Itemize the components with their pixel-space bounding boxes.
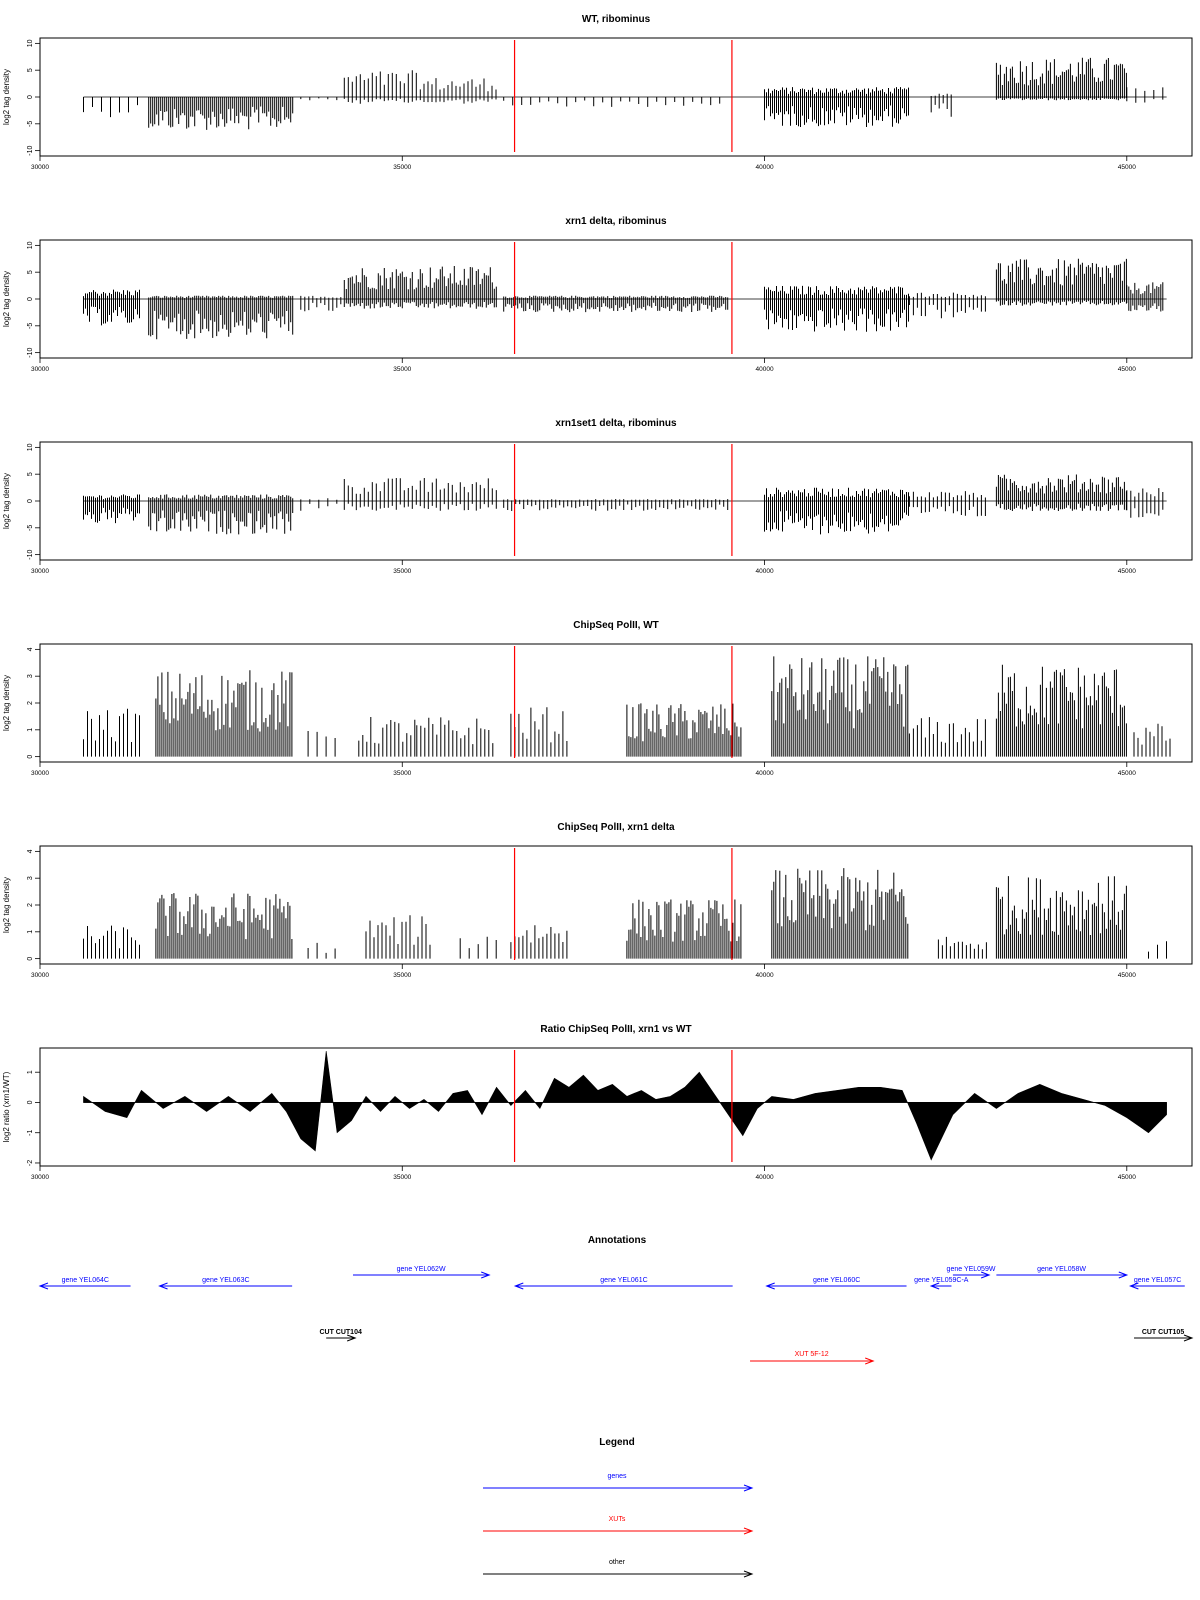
bar-segment-4: [359, 717, 415, 757]
y-axis-label: log2 tag density: [2, 674, 11, 732]
y-tick-label: 3: [27, 876, 34, 881]
y-axis-label: log2 tag density: [2, 876, 11, 934]
panel-2: [2, 216, 1192, 373]
bar-segment-10: [996, 665, 1126, 757]
x-tick-label: 45000: [1117, 770, 1136, 777]
plot-frame: [40, 846, 1192, 964]
legend-item-label: other: [609, 1559, 625, 1566]
data-layer: [83, 1051, 1166, 1160]
bar-segment-2: [149, 494, 293, 534]
xut-arrow: [750, 1351, 873, 1364]
bars: [504, 97, 720, 107]
legend-panel: [483, 1437, 752, 1577]
bar-segment-6: [511, 707, 567, 756]
bars: [765, 286, 909, 332]
y-tick-label: 10: [27, 241, 34, 250]
y-tick-label: 4: [27, 647, 34, 652]
bars: [301, 97, 337, 100]
bars: [156, 893, 292, 959]
data-layer: [83, 259, 1166, 339]
bar-segment-9: [909, 717, 985, 757]
legend-title: Legend: [599, 1437, 635, 1448]
bars: [344, 70, 420, 104]
bars: [84, 709, 140, 757]
bars: [765, 87, 909, 127]
bars: [996, 58, 1126, 101]
x-tick-label: 35000: [393, 568, 412, 575]
cut-arrow: [1134, 1329, 1192, 1341]
bars: [1127, 282, 1163, 311]
y-tick-label: -5: [27, 524, 34, 531]
bar-segment-3: [301, 97, 337, 100]
bars: [366, 915, 430, 958]
bars: [909, 717, 985, 757]
y-axis-label: log2 tag density: [2, 270, 11, 328]
gene-arrow: [767, 1277, 907, 1289]
y-tick-label: -2: [27, 1159, 34, 1167]
data-layer: [84, 868, 1167, 959]
x-tick-label: 35000: [393, 366, 412, 373]
bars: [511, 707, 567, 756]
bar-segment-5: [460, 937, 496, 959]
x-tick-label: 30000: [30, 164, 50, 171]
y-tick-label: 5: [27, 68, 34, 73]
gene-arrow: [996, 1266, 1126, 1278]
bar-segment-6: [765, 488, 909, 535]
x-tick-label: 35000: [393, 164, 412, 171]
gene-label: gene YEL062W: [396, 1266, 446, 1273]
x-tick-label: 40000: [755, 972, 774, 979]
bars: [1127, 87, 1163, 103]
bars: [149, 494, 293, 534]
gene-arrow: [353, 1266, 489, 1278]
y-tick-label: 0: [27, 754, 34, 759]
x-tick-label: 40000: [755, 770, 774, 777]
y-tick-label: 2: [27, 701, 34, 705]
annotations-panel: [40, 1235, 1192, 1364]
bars: [359, 717, 415, 757]
bars: [301, 296, 341, 311]
panel-1: [2, 14, 1192, 171]
annotations-title: Annotations: [587, 1235, 647, 1246]
x-tick-label: 35000: [393, 972, 412, 979]
y-tick-label: 0: [27, 499, 34, 503]
plot-frame: [40, 644, 1192, 762]
y-axis-label: log2 ratio (xrn1/WT): [2, 1071, 11, 1143]
ratio-area: [83, 1051, 1166, 1160]
y-tick-label: -1: [27, 1129, 34, 1136]
bars: [301, 498, 337, 510]
bar-segment-7: [627, 900, 741, 959]
cut-arrow: [319, 1329, 362, 1341]
bars: [909, 491, 985, 516]
bar-segment-9: [996, 58, 1126, 101]
bars: [344, 478, 496, 511]
bars: [504, 296, 728, 312]
gene-label: gene YEL058W: [1037, 1266, 1087, 1273]
bars: [84, 97, 138, 117]
y-tick-label: 10: [27, 443, 34, 452]
gene-label: gene YEL064C: [61, 1277, 109, 1284]
data-layer: [84, 656, 1171, 756]
y-tick-label: 5: [27, 270, 34, 275]
data-layer: [83, 58, 1166, 130]
gene-label: gene YEL063C: [202, 1277, 250, 1284]
x-tick-label: 45000: [1117, 972, 1136, 979]
panel-title: ChipSeq PolII, xrn1 delta: [557, 822, 675, 833]
x-tick-label: 40000: [755, 1174, 774, 1181]
bar-segment-7: [909, 491, 985, 516]
bars: [424, 78, 496, 104]
x-tick-label: 30000: [30, 972, 50, 979]
bar-segment-9: [1127, 488, 1163, 518]
bar-segment-8: [996, 475, 1126, 512]
bar-segment-9: [938, 937, 986, 959]
bar-segment-2: [156, 893, 292, 959]
gene-arrow: [40, 1277, 131, 1289]
x-tick-label: 30000: [30, 366, 50, 373]
gene-label: gene YEL057C: [1133, 1277, 1182, 1284]
xut-label: XUT 5F-12: [794, 1351, 829, 1358]
bar-segment-4: [344, 266, 496, 309]
bar-segment-2: [149, 97, 293, 130]
panel-title: ChipSeq PolII, WT: [573, 620, 659, 631]
bars: [308, 943, 335, 959]
legend-item-label: genes: [607, 1473, 627, 1480]
y-tick-label: -5: [27, 322, 34, 329]
y-tick-label: 5: [27, 472, 34, 477]
bars: [996, 475, 1126, 512]
bars: [909, 293, 985, 319]
panel-title: xrn1 delta, ribominus: [565, 216, 667, 227]
bar-segment-8: [772, 868, 908, 959]
bar-segment-1: [84, 97, 138, 117]
bars: [1134, 724, 1170, 757]
bar-segment-4: [366, 915, 430, 958]
bar-segment-10: [1127, 87, 1163, 103]
panel-4: [2, 620, 1192, 777]
bar-segment-11: [1134, 724, 1170, 757]
x-tick-label: 40000: [755, 366, 774, 373]
bars: [417, 717, 493, 756]
bar-segment-1: [84, 926, 140, 959]
x-tick-label: 40000: [755, 568, 774, 575]
bars: [149, 97, 293, 130]
bar-segment-10: [996, 876, 1126, 959]
y-tick-label: -10: [27, 347, 34, 358]
x-tick-label: 35000: [393, 770, 412, 777]
y-axis-label: log2 tag density: [2, 68, 11, 126]
bar-segment-3: [301, 296, 341, 311]
bars: [156, 670, 292, 756]
y-tick-label: 0: [27, 95, 34, 99]
x-tick-label: 45000: [1117, 366, 1136, 373]
y-tick-label: -10: [27, 549, 34, 560]
y-tick-label: 1: [27, 1070, 34, 1075]
y-tick-label: -5: [27, 120, 34, 127]
x-tick-label: 30000: [30, 1174, 50, 1181]
gene-label: gene YEL059C-A: [914, 1277, 969, 1284]
x-tick-label: 30000: [30, 568, 50, 575]
bars: [149, 296, 293, 340]
gene-label: gene YEL060C: [812, 1277, 861, 1284]
y-axis-label: log2 tag density: [2, 472, 11, 530]
bar-segment-3: [308, 943, 335, 959]
cut-label: CUT CUT104: [319, 1329, 362, 1336]
x-tick-label: 45000: [1117, 568, 1136, 575]
y-tick-label: -10: [27, 145, 34, 156]
y-tick-label: 1: [27, 727, 34, 732]
bar-segment-1: [84, 494, 140, 523]
bars: [1149, 941, 1167, 958]
y-tick-label: 2: [27, 903, 34, 907]
bars: [511, 925, 567, 958]
bars: [772, 868, 908, 959]
bar-segment-1: [84, 709, 140, 757]
bar-segment-6: [765, 286, 909, 332]
bars: [344, 266, 496, 309]
x-tick-label: 40000: [755, 164, 774, 171]
panel-title: WT, ribominus: [581, 14, 651, 25]
panel-6: [2, 1024, 1192, 1181]
legend-item-other: [483, 1559, 752, 1577]
y-tick-label: 4: [27, 849, 34, 854]
y-tick-label: 10: [27, 39, 34, 48]
panel-5: [2, 822, 1192, 979]
bars: [627, 703, 741, 756]
gene-label: gene YEL061C: [600, 1277, 648, 1284]
bar-segment-7: [909, 293, 985, 319]
bar-segment-4: [344, 478, 496, 511]
bar-segment-7: [627, 703, 741, 756]
panel-title: Ratio ChipSeq PolII, xrn1 vs WT: [540, 1024, 692, 1035]
bar-segment-3: [308, 731, 335, 757]
legend-item-label: XUTs: [608, 1516, 626, 1523]
bar-segment-5: [424, 78, 496, 104]
bars: [308, 731, 335, 757]
data-layer: [83, 475, 1166, 535]
bars: [1127, 488, 1163, 518]
bars: [460, 937, 496, 959]
gene-arrow: [914, 1277, 969, 1289]
y-tick-label: 1: [27, 929, 34, 934]
bar-segment-5: [417, 717, 493, 756]
bars: [84, 494, 140, 523]
bar-segment-5: [504, 296, 728, 312]
bars: [627, 900, 741, 959]
gene-label: gene YEL059W: [946, 1266, 996, 1273]
bar-segment-9: [1127, 282, 1163, 311]
bars: [84, 290, 140, 326]
y-tick-label: 0: [27, 297, 34, 301]
bar-segment-2: [149, 296, 293, 340]
gene-arrow: [160, 1277, 293, 1289]
y-tick-label: 3: [27, 674, 34, 679]
bar-segment-2: [156, 670, 292, 756]
bars: [84, 926, 140, 959]
cut-label: CUT CUT105: [1141, 1329, 1185, 1336]
bars: [765, 488, 909, 535]
gene-arrow: [515, 1277, 732, 1289]
legend-item-genes: [483, 1473, 752, 1491]
bars: [996, 665, 1126, 757]
y-tick-label: 0: [27, 1100, 34, 1105]
x-tick-label: 35000: [393, 1174, 412, 1181]
bar-segment-6: [511, 925, 567, 958]
bar-segment-8: [772, 656, 908, 756]
bar-segment-6: [504, 97, 720, 107]
x-tick-label: 30000: [30, 770, 50, 777]
panel-3: [2, 418, 1192, 575]
bar-segment-4: [344, 70, 420, 104]
panel-title: xrn1set1 delta, ribominus: [555, 418, 677, 429]
y-tick-label: 0: [27, 956, 34, 961]
bars: [996, 876, 1126, 959]
x-tick-label: 45000: [1117, 1174, 1136, 1181]
bar-segment-11: [1149, 941, 1167, 958]
bar-segment-7: [765, 87, 909, 127]
x-tick-label: 45000: [1117, 164, 1136, 171]
gene-arrow: [1130, 1277, 1184, 1289]
legend-item-XUTs: [483, 1516, 752, 1534]
bar-segment-1: [84, 290, 140, 326]
bars: [772, 656, 908, 756]
bars: [938, 937, 986, 959]
bar-segment-3: [301, 498, 337, 510]
